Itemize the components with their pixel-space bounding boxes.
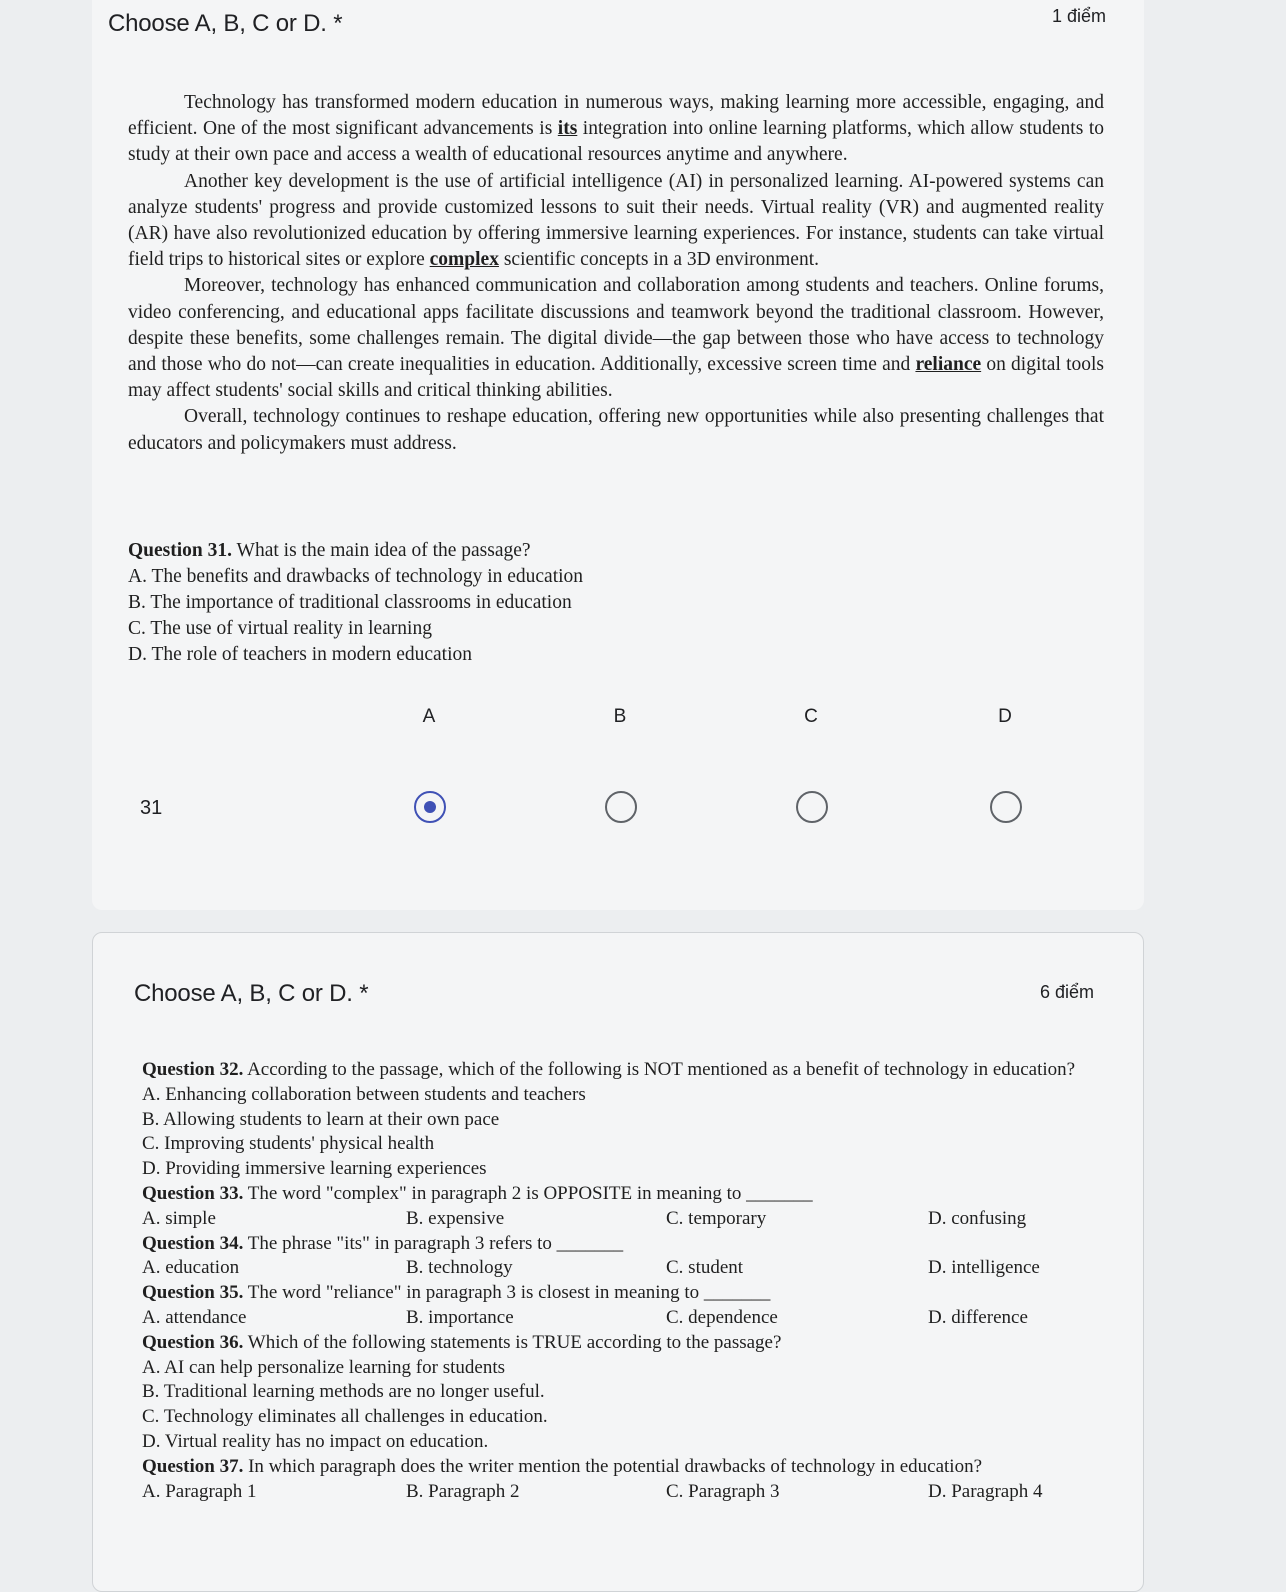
question-34-options — [142, 1256, 1102, 1281]
question-35-options — [142, 1306, 1102, 1331]
question-36-option-d: D. Virtual reality has no impact on education. — [142, 1430, 489, 1452]
question-33-option-b: B. expensive — [406, 1207, 505, 1229]
question-37-option-b: B. Paragraph 2 — [406, 1480, 520, 1502]
grid-column-b: B — [613, 706, 627, 727]
question-34-stem: Question 34. The phrase "its" in paragraph 3 refers to _______ — [142, 1232, 624, 1254]
question-31-option-b: B. The importance of traditional classrooms in education — [128, 592, 572, 613]
question-35-option-a: A. attendance — [142, 1306, 247, 1328]
question-33-option-a: A. simple — [142, 1207, 216, 1229]
question-37-stem: Question 37. In which paragraph does the writer mention the potential drawbacks of technology in education? — [142, 1455, 983, 1477]
question-31-option-d: D. The role of teachers in modern education — [128, 644, 473, 665]
question-36-option-a: A. AI can help personalize learning for students — [142, 1356, 505, 1378]
question-31-option-c: C. The use of virtual reality in learning — [128, 618, 432, 639]
question-34-option-a: A. education — [142, 1257, 240, 1279]
question-title-text: Choose A, B, C or D. — [134, 980, 353, 1007]
grid-column-c: C — [804, 706, 818, 727]
radio-31-b[interactable] — [605, 791, 637, 823]
underlined-word-complex: complex — [429, 249, 499, 271]
question-33-option-d: D. confusing — [928, 1207, 1027, 1229]
question-31-stem: Question 31. What is the main idea of the passage? — [128, 540, 531, 561]
question-37-option-a: A. Paragraph 1 — [142, 1480, 257, 1502]
points-label: 1 điểm — [1052, 6, 1107, 26]
questions-32-37 — [142, 1058, 1102, 1504]
passage-paragraph-2: Another key development is the use of artificial intelligence (AI) in personalized learning. AI-powered systems can analyze students' progress and provide customized lessons to suit their needs. Virtual reality (VR) and augmented reality (AR) have also revolutionized education by offering immersive learning experiences. For instance, students can take virtual field trips to historical sites or explore complex scientific concepts in a 3D environment. — [128, 170, 1104, 271]
grid-column-a: A — [422, 706, 436, 727]
question-34-option-c: C. student — [666, 1257, 744, 1279]
question-31 — [128, 538, 583, 668]
radio-31-a[interactable] — [414, 791, 446, 823]
question-32-stem: Question 32. According to the passage, which of the following is NOT mentioned as a benefit of technology in education? — [142, 1059, 1076, 1080]
question-35-stem: Question 35. The word "reliance" in paragraph 3 is closest in meaning to _______ — [142, 1282, 771, 1304]
question-32-option-a: A. Enhancing collaboration between students and teachers — [142, 1083, 586, 1105]
question-31-option-a: A. The benefits and drawbacks of technology in education — [128, 566, 584, 587]
underlined-word-its: its — [557, 118, 578, 140]
grid-row-label: 31 — [140, 797, 163, 819]
question-title-text: Choose A, B, C or D. — [108, 10, 327, 37]
question-36-option-c: C. Technology eliminates all challenges in education. — [142, 1406, 548, 1428]
question-35-option-b: B. importance — [406, 1306, 514, 1328]
question-33-options — [142, 1207, 1102, 1232]
question-33-stem: Question 33. The word "complex" in paragraph 2 is OPPOSITE in meaning to _______ — [142, 1182, 813, 1204]
passage-paragraph-3: Moreover, technology has enhanced communication and collaboration among students and teachers. Online forums, video conferencing, and educational apps facilitate discussions and teamwork beyond the traditional classroom. However, despite these benefits, some challenges remain. The digital divide—the gap between those who have access to technology and those who do not—can create inequalities in education. Additionally, excessive screen time and reliance on digital tools may affect students' social skills and critical thinking abilities. — [128, 275, 1105, 402]
reading-passage — [128, 90, 1104, 457]
required-asterisk: * — [333, 10, 343, 37]
points-label: 6 điểm — [1040, 982, 1095, 1002]
passage-paragraph-4: Overall, technology continues to reshape education, offering new opportunities while also presenting challenges that educators and policymakers must address. — [128, 406, 1104, 454]
question-37-options — [142, 1480, 1102, 1505]
question-32-option-c: C. Improving students' physical health — [142, 1133, 435, 1155]
grid-column-d: D — [998, 706, 1012, 727]
passage-paragraph-1: Technology has transformed modern education in numerous ways, making learning more accessible, engaging, and efficient. One of the most significant advancements is its integration into online learning platforms, which allow students to study at their own pace and access a wealth of educational resources anytime and anywhere. — [128, 92, 1104, 166]
question-37-option-c: C. Paragraph 3 — [666, 1480, 780, 1502]
radio-31-c[interactable] — [796, 791, 828, 823]
question-32-option-b: B. Allowing students to learn at their own pace — [142, 1108, 500, 1130]
question-card-1-title — [108, 10, 342, 38]
question-37-option-d: D. Paragraph 4 — [928, 1480, 1043, 1502]
question-33-option-c: C. temporary — [666, 1207, 767, 1229]
question-32-option-d: D. Providing immersive learning experiences — [142, 1158, 487, 1180]
question-34-option-d: D. intelligence — [928, 1257, 1040, 1279]
question-36-stem: Question 36. Which of the following statements is TRUE according to the passage? — [142, 1331, 782, 1353]
question-card-2-title — [134, 980, 368, 1008]
question-36-option-b: B. Traditional learning methods are no longer useful. — [142, 1381, 545, 1403]
question-35-option-d: D. difference — [928, 1306, 1028, 1328]
underlined-word-reliance: reliance — [915, 354, 982, 376]
required-asterisk: * — [359, 980, 369, 1007]
question-34-option-b: B. technology — [406, 1257, 513, 1279]
question-35-option-c: C. dependence — [666, 1306, 778, 1328]
radio-31-d[interactable] — [990, 791, 1022, 823]
